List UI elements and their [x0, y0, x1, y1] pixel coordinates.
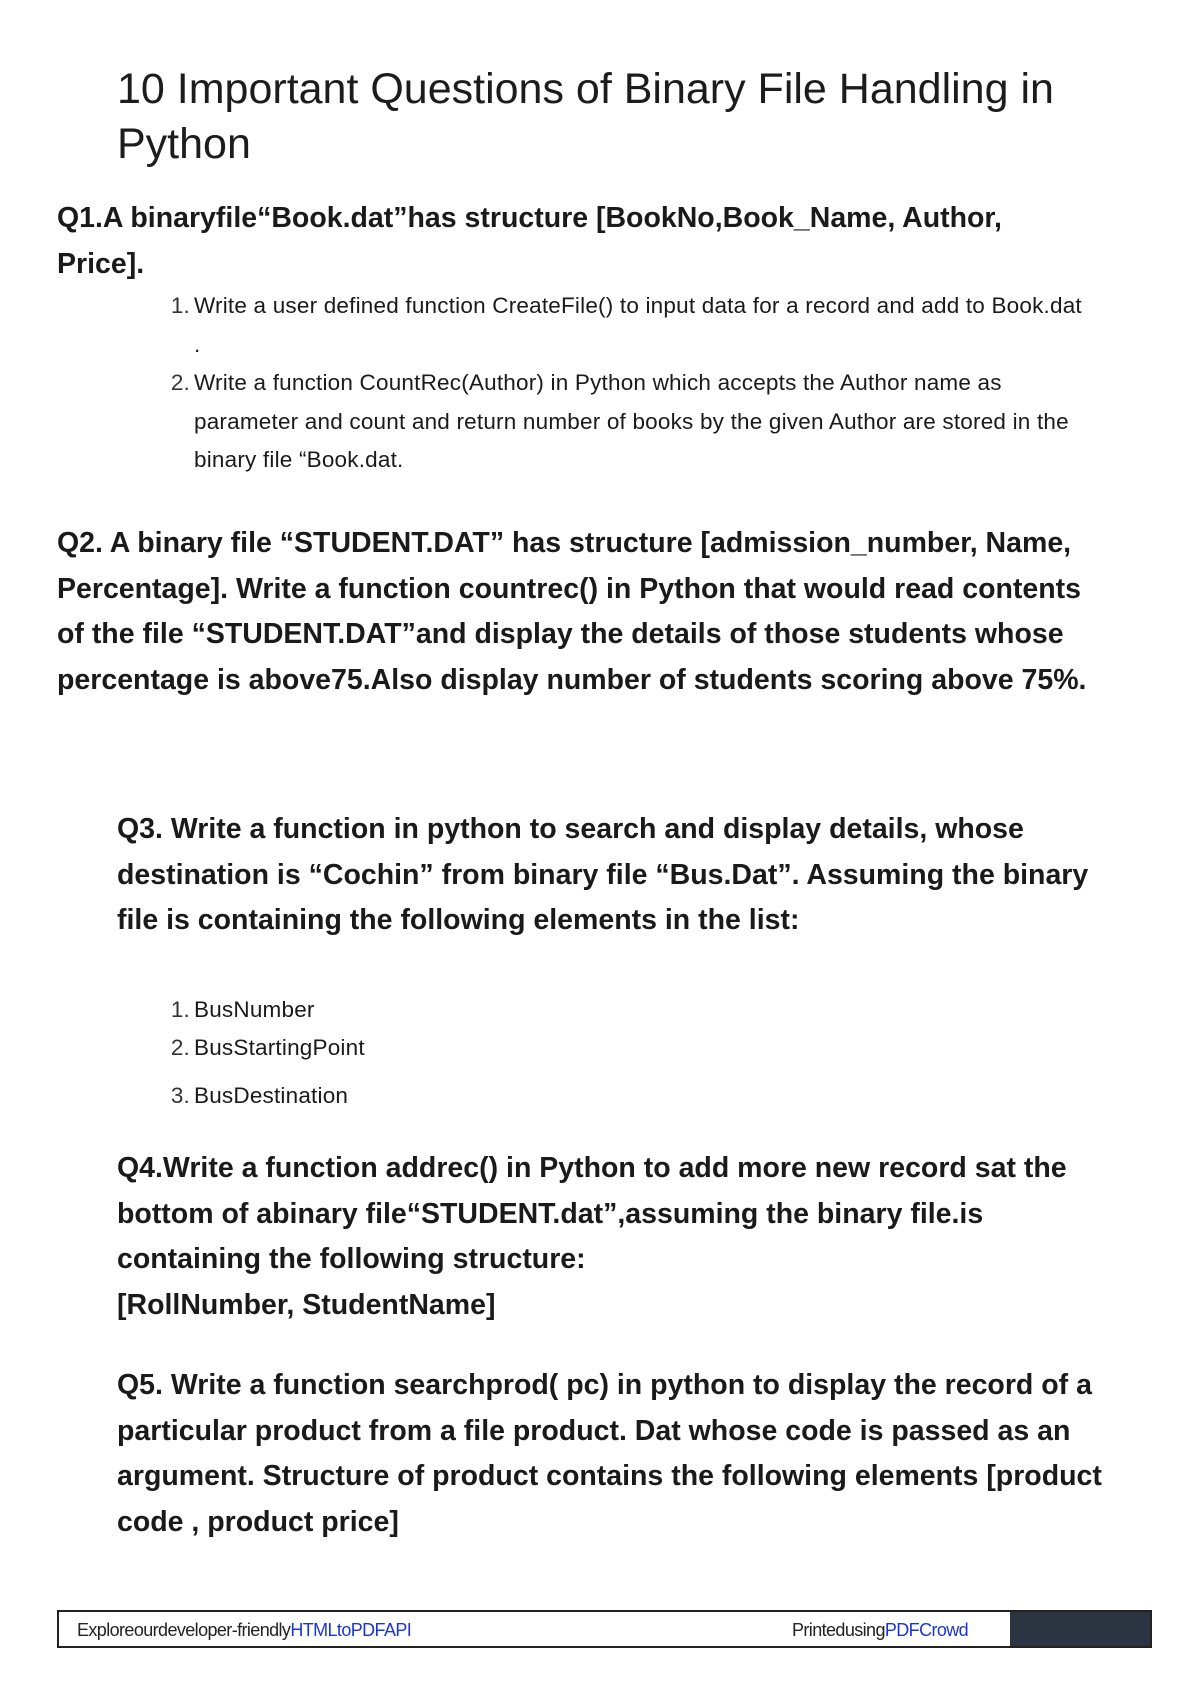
list-item — [170, 991, 794, 1029]
footer-left-text: Exploreourdeveloper-friendly — [77, 1620, 291, 1640]
list-item-number: 2. — [170, 370, 190, 395]
question-4-heading — [117, 1146, 1102, 1328]
list-item-text: Write a user defined function CreateFile() to input data for a record and add to Book.dat . — [194, 293, 1082, 357]
question-3-heading: Q3. Write a function in python to search and display details, whose destination is “Cochin” from binary file “Bus.Dat”. Assuming the binary file is containing the following elements in the list: — [117, 813, 1089, 936]
page-title: 10 Important Questions of Binary File Handling in Python — [117, 65, 1054, 168]
list-item-text: BusNumber — [194, 997, 315, 1022]
footer-banner — [57, 1610, 1152, 1648]
footer-right-text: Printedusing — [792, 1620, 885, 1640]
list-item-text: Write a function CountRec(Author) in Python which accepts the Author name as parameter and count and return number of books by the given Author are stored in the binary file “Book.dat. — [194, 370, 1069, 472]
question-3-list — [170, 991, 794, 1115]
list-item — [170, 287, 1084, 364]
list-item — [170, 1077, 794, 1115]
list-item-number: 3. — [170, 1083, 190, 1108]
footer-left — [77, 1620, 411, 1641]
question-4-structure: [RollNumber, StudentName] — [117, 1288, 496, 1321]
question-2-heading: Q2. A binary file “STUDENT.DAT” has structure [admission_number, Name, Percentage]. Write a function countrec() in Python that would read contents of the file “STUDENT.DAT”and display the details of those students whose percentage is above75.Also display number of students scoring above 75%. — [57, 527, 1087, 696]
list-item-text: BusStartingPoint — [194, 1035, 365, 1060]
question-5-heading: Q5. Write a function searchprod( pc) in python to display the record of a particular product from a file product. Dat whose code is passed as an argument. Structure of product contains the following elements [product code , product price] — [117, 1369, 1102, 1538]
pdfcrowd-link[interactable]: PDFCrowd — [884, 1620, 969, 1640]
question-4-text: Q4.Write a function addrec() in Python to add more new record sat the bottom of abinary file“STUDENT.dat”,assuming the binary file.is containing the following structure: — [117, 1152, 1067, 1275]
footer-right — [792, 1620, 968, 1641]
question-1-heading: Q1.A binaryfile“Book.dat”has structure [BookNo,Book_Name, Author, Price]. — [57, 202, 1002, 280]
html-to-pdf-api-link[interactable]: HTMLtoPDFAPI — [290, 1620, 412, 1640]
list-item — [170, 1029, 794, 1067]
list-item — [170, 364, 1084, 480]
list-item-number: 1. — [170, 997, 190, 1022]
question-1-list — [170, 287, 1084, 480]
list-item-text: BusDestination — [194, 1083, 349, 1108]
list-item-number: 1. — [170, 293, 190, 318]
list-item-number: 2. — [170, 1035, 190, 1060]
footer-dark-block — [1010, 1612, 1150, 1646]
